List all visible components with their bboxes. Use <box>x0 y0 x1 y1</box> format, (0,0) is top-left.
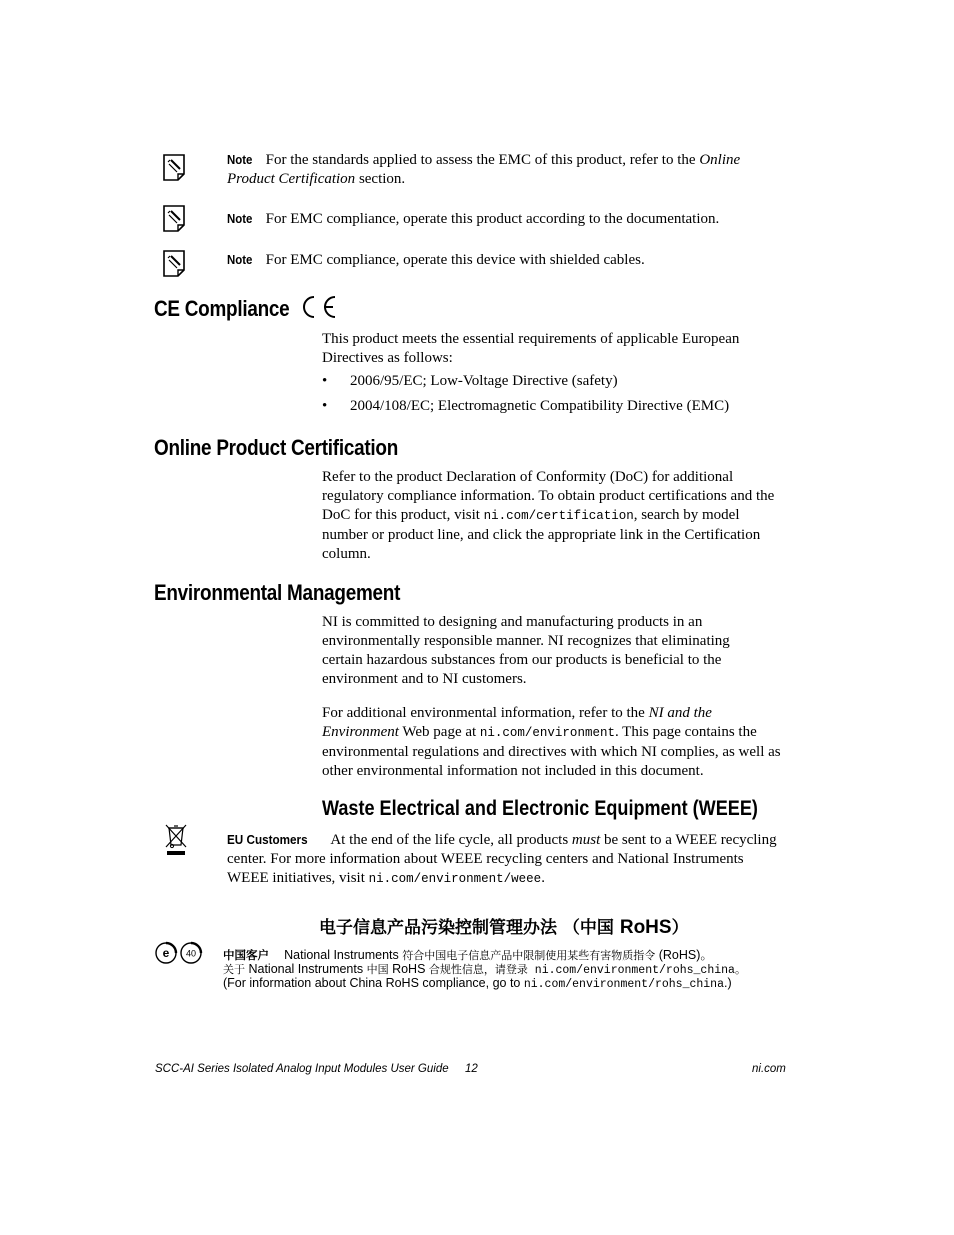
weee-text-end: . <box>541 870 545 886</box>
rohs-heading-rohs: RoHS <box>619 917 672 938</box>
certification-link[interactable]: ni.com/certification <box>483 509 634 523</box>
ce-heading: CE Compliance <box>154 296 290 321</box>
rohs-line3-end: .) <box>723 976 732 990</box>
note-label: Note <box>227 152 253 167</box>
rohs-line3-a: (For information about China RoHS compliance, go to <box>223 976 524 990</box>
rohs-heading-cn: 电子信息产品污染控制管理办法 （中国 <box>319 918 620 938</box>
rohs-heading <box>319 913 689 939</box>
eu-customers-label: EU Customers <box>227 832 308 847</box>
opc-text-end: , search by model number or product line, and click the appropriate link in the Certification column. <box>322 507 761 562</box>
note-label: Note <box>227 252 253 267</box>
rohs-line1-c: (RoHS)。 <box>655 948 713 962</box>
rohs-line2-b: National Instruments <box>245 962 367 976</box>
weee-link[interactable]: ni.com/environment/weee <box>368 872 542 886</box>
note-text: For the standards applied to assess the EMC of this product, refer to the <box>265 152 700 168</box>
bullet-glyph: • <box>322 398 328 414</box>
note-icon <box>160 203 190 233</box>
rohs-heading-close: ） <box>671 918 689 938</box>
rohs-line-2 <box>223 961 746 977</box>
rohs-line2-a: 关于 <box>223 963 245 976</box>
env-paragraph-2 <box>322 704 787 781</box>
note-text-end: section. <box>355 171 406 187</box>
weee-text-mid: be sent to a WEEE recycling center. For more information about WEEE recycling centers and National Instruments WEEE initiatives, visit <box>227 832 777 886</box>
env-text-mid: Web page at <box>398 724 480 740</box>
note-label: Note <box>227 211 253 226</box>
opc-text: Refer to the product Declaration of Conformity (DoC) for additional regulatory compliance information. To obtain product certifications and the DoC for this product, visit <box>322 469 775 523</box>
environment-link[interactable]: ni.com/environment <box>479 726 615 740</box>
rohs-line2-c: 中国 <box>366 963 389 976</box>
page-number: 12 <box>465 1063 478 1075</box>
note-text: For EMC compliance, operate this product according to the documentation. <box>265 211 720 227</box>
note-text: For EMC compliance, operate this device with shielded cables. <box>265 252 645 268</box>
bullet-text: 2006/95/EC; Low-Voltage Directive (safety) <box>350 373 618 389</box>
note-1 <box>227 150 772 189</box>
footer-title: SCC-AI Series Isolated Analog Input Modules User Guide <box>155 1063 449 1075</box>
rohs-line2-d: RoHS <box>388 962 429 976</box>
weee-emphasis: must <box>571 832 601 848</box>
rohs-line1-b: 符合中国电子信息产品中限制使用某些有害物质指令 <box>402 949 656 962</box>
note-2 <box>227 209 787 229</box>
note-ref-italic: Online Product Certification <box>227 152 741 187</box>
ce-mark-icon <box>297 294 339 320</box>
opc-heading: Online Product Certification <box>154 435 399 460</box>
env-ref-italic: NI and the Environment <box>322 705 712 740</box>
footer-site-link[interactable]: ni.com <box>752 1063 786 1075</box>
ce-intro: This product meets the essential requirements of applicable European Directives as follows: <box>322 331 740 366</box>
china-rohs-40-icon <box>178 941 204 965</box>
wheelie-bin-icon <box>163 823 189 857</box>
badge-number: 40 <box>185 948 197 959</box>
china-rohs-e-icon <box>153 941 179 965</box>
rohs-line-3 <box>223 976 732 991</box>
rohs-line1-a: National Instruments <box>284 948 403 962</box>
rohs-china-link[interactable]: ni.com/environment/rohs_china <box>527 964 735 977</box>
bullet-text: 2004/108/EC; Electromagnetic Compatibility Directive (EMC) <box>350 398 730 414</box>
weee-paragraph <box>227 830 787 889</box>
weee-text: At the end of the life cycle, all products <box>330 832 572 848</box>
env-paragraph-1: NI is committed to designing and manufacturing products in an environmentally responsible manner. NI recognizes that eliminating certain hazardous substances from our products is beneficial to the environment and to NI customers. <box>322 614 730 687</box>
weee-heading: Waste Electrical and Electronic Equipment (WEEE) <box>322 797 758 820</box>
svg-text:e: e <box>162 946 170 960</box>
rohs-line2-e: 合规性信息，请登录 <box>428 963 528 976</box>
note-3 <box>227 250 787 270</box>
rohs-china-link-en[interactable]: ni.com/environment/rohs_china <box>523 978 724 991</box>
bullet-glyph: • <box>322 373 328 389</box>
note-icon <box>160 248 190 278</box>
rohs-line2-end: 。 <box>734 963 746 976</box>
china-customers-label: 中国客户 <box>223 948 269 962</box>
opc-paragraph <box>322 468 787 564</box>
env-text-end: . This page contains the environmental regulations and directives with which NI complies, as well as other environmental information not included in this document. <box>322 724 781 779</box>
env-heading: Environmental Management <box>154 580 401 605</box>
env-text: For additional environmental information, refer to the <box>322 705 649 721</box>
note-icon <box>160 152 190 182</box>
